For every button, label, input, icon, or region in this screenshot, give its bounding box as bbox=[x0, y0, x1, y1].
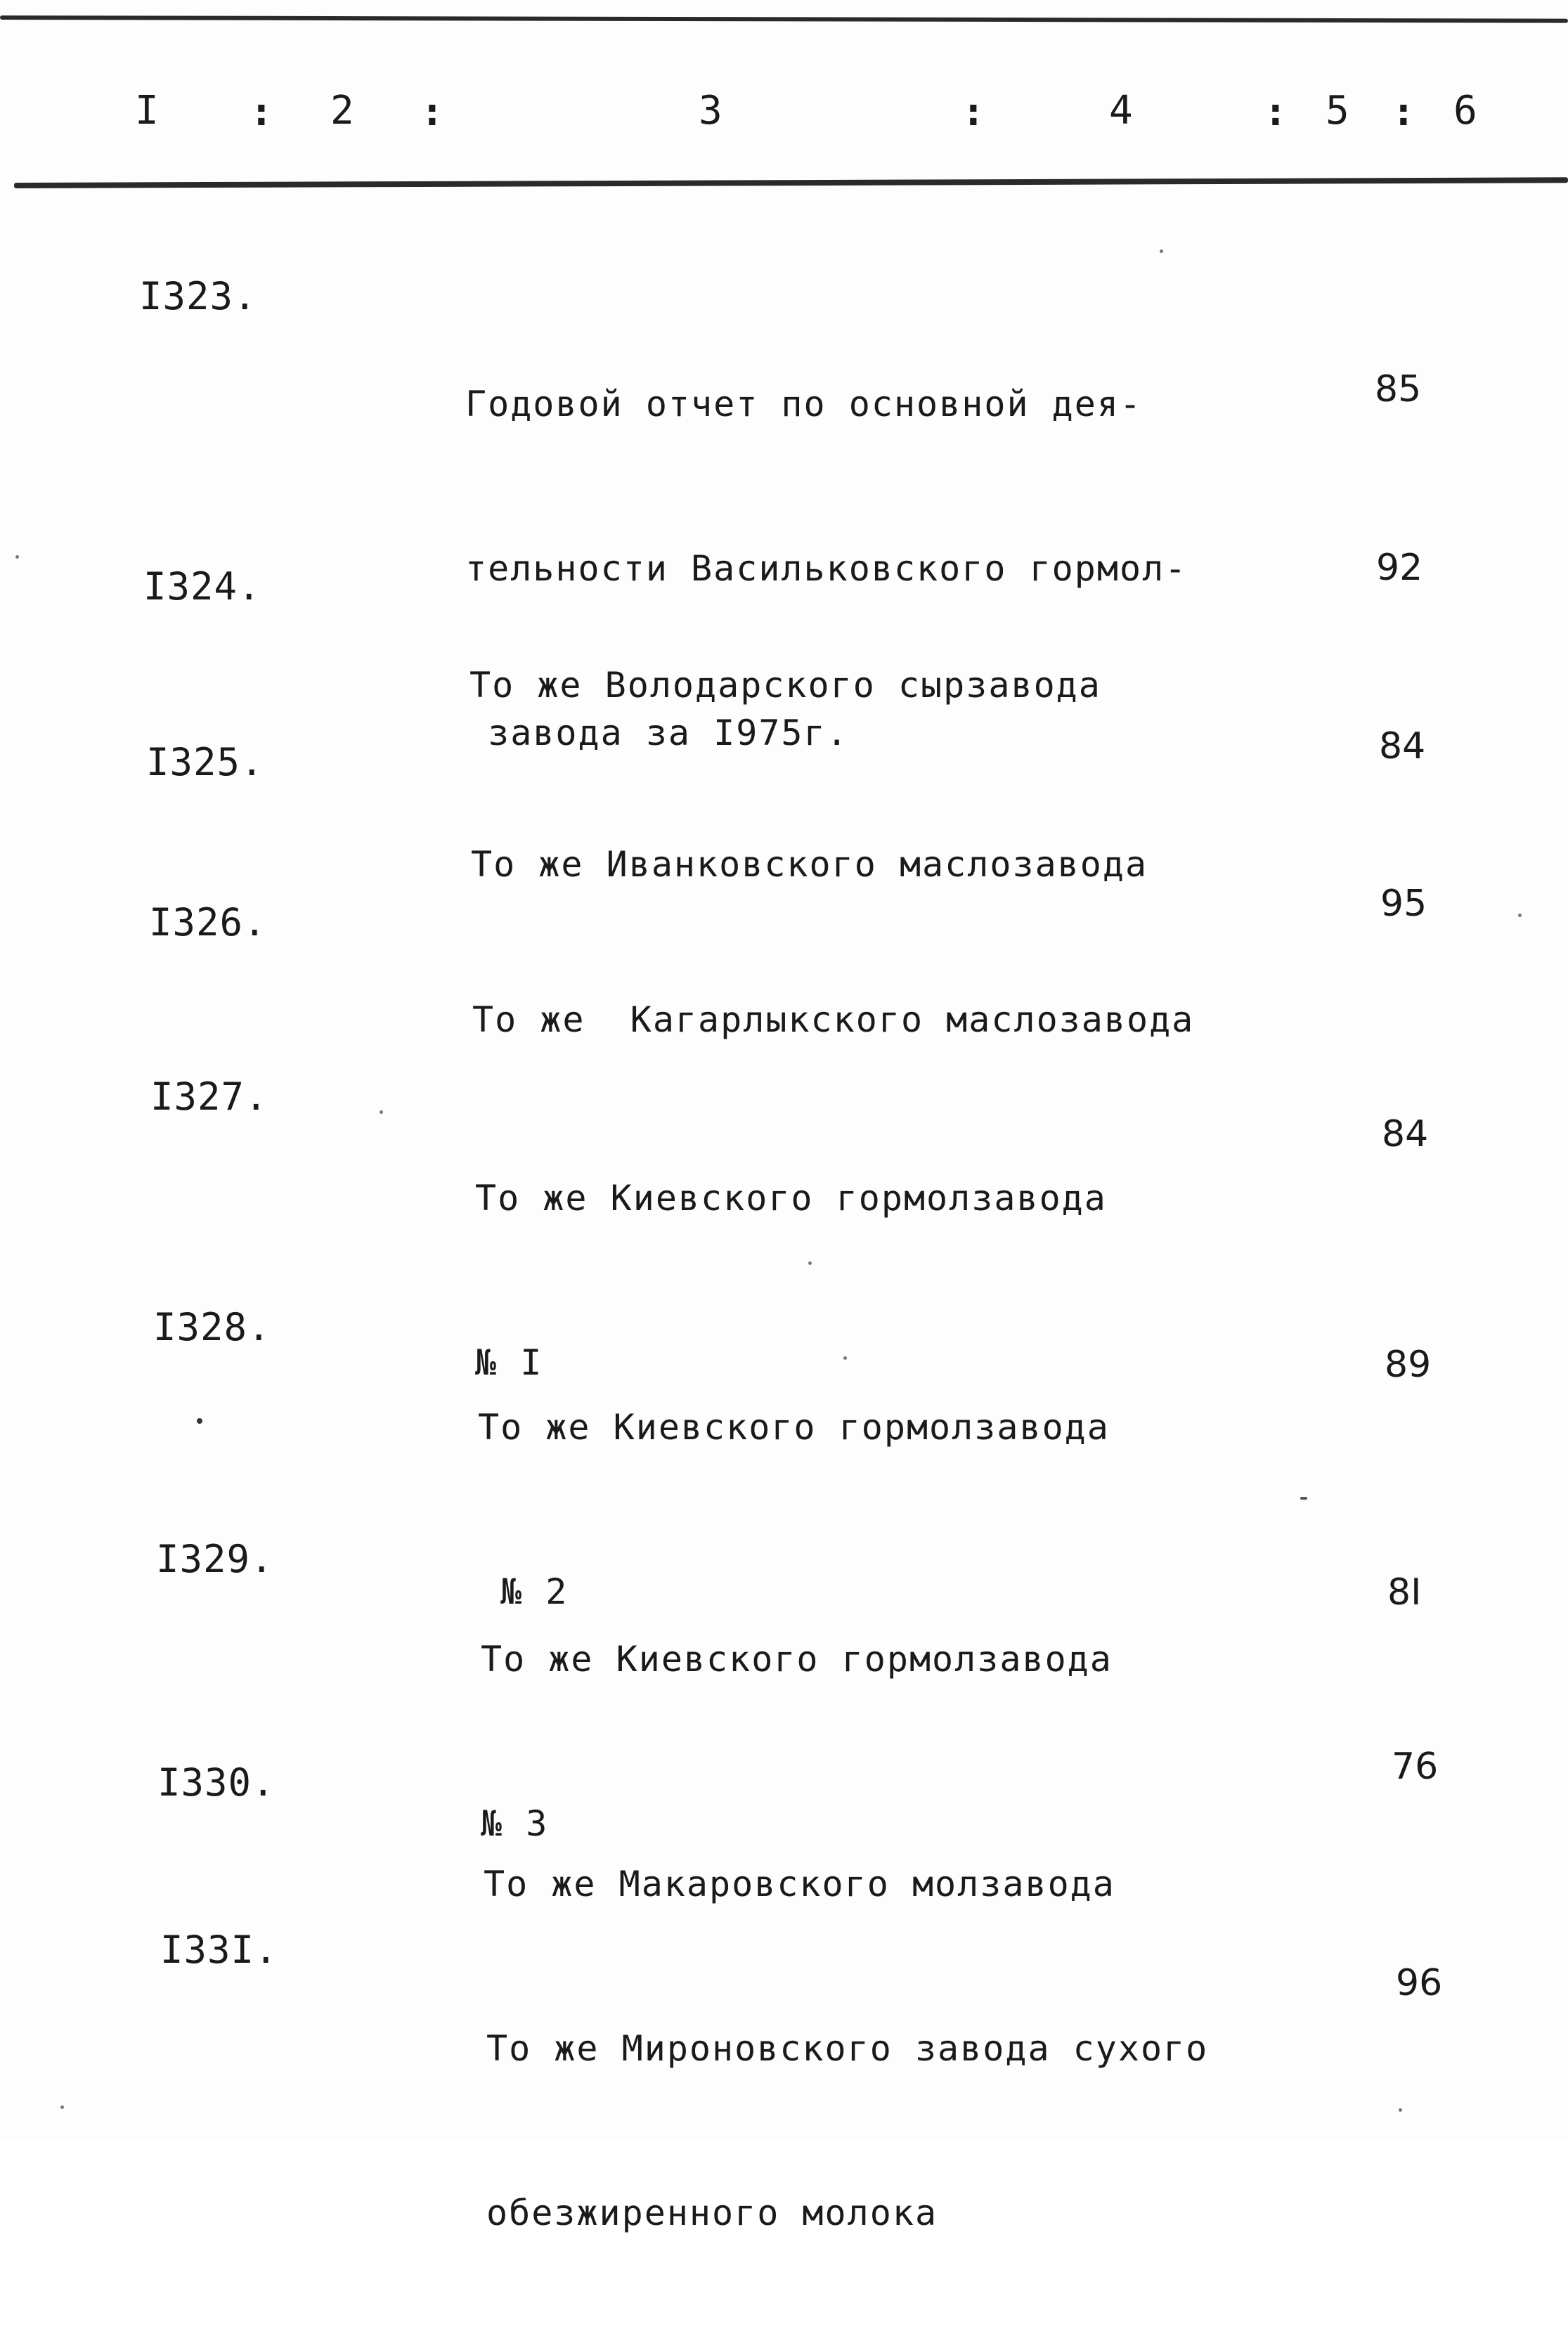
entry-number: I323. bbox=[139, 274, 257, 318]
scan-speck bbox=[1399, 2108, 1402, 2112]
entry-number: I324. bbox=[143, 564, 261, 609]
column-header-6: 6 bbox=[1453, 88, 1479, 134]
column-header-5: 5 bbox=[1326, 88, 1351, 134]
description-line: То же Макаровского молзавода bbox=[484, 1864, 1115, 1904]
scan-speck bbox=[843, 1356, 847, 1360]
entry-description bbox=[486, 1911, 1208, 2350]
column-separator: : bbox=[961, 89, 985, 135]
column-separator: : bbox=[250, 89, 273, 135]
column-header-4: 4 bbox=[1109, 88, 1134, 134]
header-top-rule bbox=[0, 15, 1568, 23]
column-separator: : bbox=[1392, 89, 1415, 135]
entry-page-count: 92 bbox=[1376, 547, 1423, 589]
scan-speck bbox=[808, 1261, 812, 1265]
description-line: тельности Васильковского гормол- bbox=[465, 548, 1188, 589]
description-line: То же Киевского гормолзавода bbox=[478, 1407, 1110, 1448]
column-header-2: 2 bbox=[330, 88, 356, 134]
column-separator: : bbox=[1264, 89, 1288, 135]
entry-page-count: 95 bbox=[1380, 883, 1427, 925]
entry-page-count: 8I bbox=[1387, 1571, 1422, 1614]
description-line: То же Иванковского маслозавода bbox=[471, 844, 1148, 885]
entry-number: I326. bbox=[149, 900, 267, 944]
scan-speck bbox=[1160, 249, 1163, 253]
description-line: То же Кагарлыкского маслозавода bbox=[472, 999, 1195, 1040]
scan-speck bbox=[15, 555, 19, 559]
description-line: То же Володарского сырзавода bbox=[469, 665, 1101, 706]
description-line: То же Киевского гормолзавода bbox=[475, 1178, 1107, 1219]
description-line: Годовой отчет по основной дея- bbox=[465, 384, 1143, 424]
entry-number: I33I. bbox=[160, 1928, 278, 1972]
description-line: № I bbox=[475, 1342, 543, 1383]
scan-speck bbox=[1518, 914, 1522, 917]
entry-page-count: 76 bbox=[1392, 1746, 1439, 1788]
description-line: обезжиренного молока bbox=[486, 2193, 938, 2233]
entry-page-count: 85 bbox=[1375, 368, 1422, 410]
column-header-1: I bbox=[135, 88, 160, 134]
description-line: завода за I975г. bbox=[465, 713, 849, 753]
description-line: То же Киевского гормолзавода bbox=[481, 1639, 1113, 1680]
description-line: То же Мироновского завода сухого bbox=[486, 2028, 1209, 2069]
scan-speck bbox=[60, 2105, 64, 2109]
header-bottom-rule bbox=[14, 177, 1568, 188]
entry-page-count: 84 bbox=[1382, 1113, 1429, 1155]
entry-page-count: 89 bbox=[1385, 1344, 1432, 1386]
entry-number: I325. bbox=[146, 740, 264, 784]
entry-page-count: 96 bbox=[1396, 1962, 1443, 2004]
entry-page-count: 84 bbox=[1379, 725, 1426, 767]
scan-speck bbox=[197, 1418, 202, 1424]
scan-speck bbox=[380, 1110, 383, 1114]
description-line: № 2 bbox=[478, 1571, 569, 1612]
column-header-3: 3 bbox=[699, 88, 724, 134]
scan-speck bbox=[1300, 1497, 1307, 1500]
entry-number: I328. bbox=[153, 1305, 271, 1349]
column-separator: : bbox=[420, 89, 444, 135]
entry-number: I327. bbox=[150, 1075, 268, 1119]
entry-number: I329. bbox=[156, 1537, 274, 1581]
description-line: № 3 bbox=[481, 1803, 549, 1844]
entry-number: I330. bbox=[157, 1760, 276, 1805]
